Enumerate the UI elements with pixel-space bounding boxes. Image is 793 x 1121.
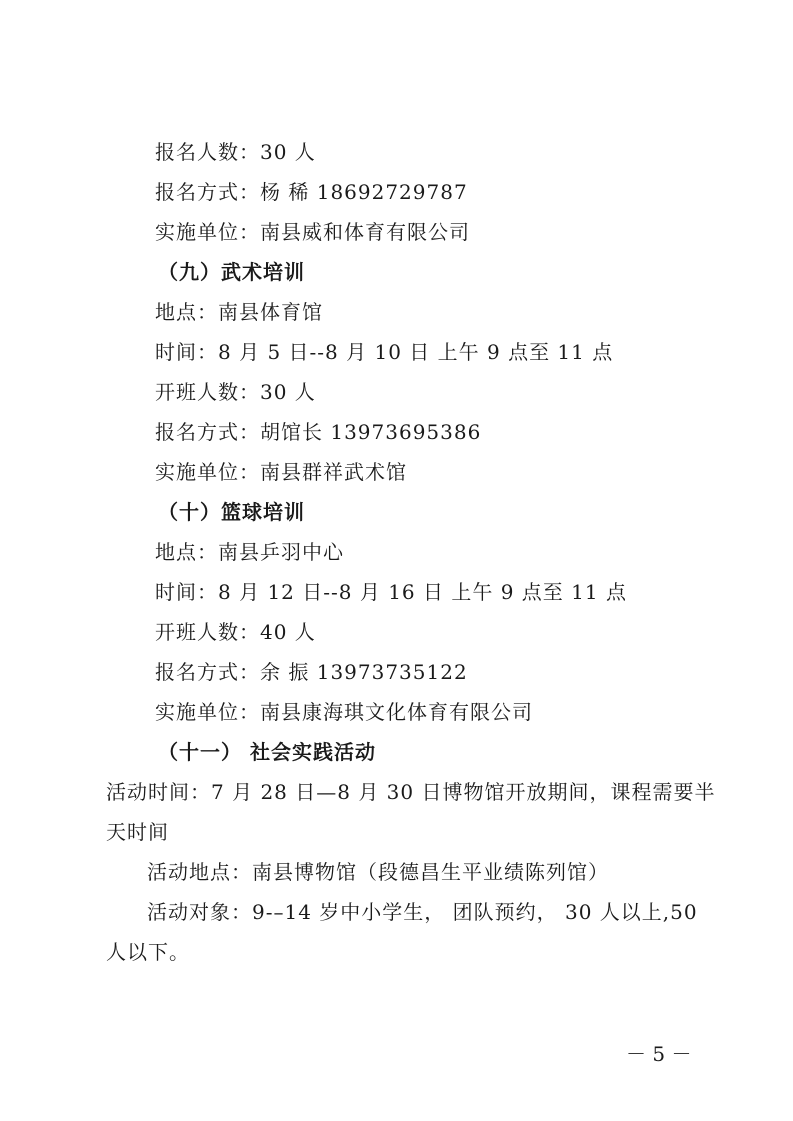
- location-line: 地点：南县体育馆: [155, 300, 323, 324]
- registration-method-line: 报名方式：胡馆长 13973695386: [155, 420, 482, 444]
- registration-method-line: 报名方式：杨 稀 18692729787: [155, 180, 468, 204]
- page-number: － 5 －: [626, 1042, 692, 1066]
- implementing-unit-line: 实施单位：南县群祥武术馆: [155, 460, 407, 484]
- activity-location-line: 活动地点：南县博物馆（段德昌生平业绩陈列馆）: [147, 860, 609, 884]
- registration-method-line: 报名方式：余 振 13973735122: [155, 660, 468, 684]
- activity-time-continuation: 天时间: [106, 820, 169, 844]
- section-heading-martial-arts: （九）武术培训: [158, 260, 305, 284]
- registration-count-line: 报名人数：30 人: [155, 140, 316, 164]
- activity-target-line: 活动对象：9-–14 岁中小学生， 团队预约， 30 人以上,50: [147, 900, 698, 924]
- class-size-line: 开班人数：40 人: [155, 620, 316, 644]
- implementing-unit-line: 实施单位：南县威和体育有限公司: [155, 220, 470, 244]
- class-size-line: 开班人数：30 人: [155, 380, 316, 404]
- location-line: 地点：南县乒羽中心: [155, 540, 344, 564]
- implementing-unit-line: 实施单位：南县康海琪文化体育有限公司: [155, 700, 533, 724]
- activity-time-line: 活动时间：7 月 28 日—8 月 30 日博物馆开放期间，课程需要半: [106, 780, 716, 804]
- activity-target-continuation: 人以下。: [106, 940, 190, 964]
- time-line: 时间：8 月 12 日--8 月 16 日 上午 9 点至 11 点: [155, 580, 627, 604]
- time-line: 时间：8 月 5 日--8 月 10 日 上午 9 点至 11 点: [155, 340, 614, 364]
- section-heading-basketball: （十）篮球培训: [158, 500, 305, 524]
- section-heading-social-practice: （十一） 社会实践活动: [158, 740, 376, 764]
